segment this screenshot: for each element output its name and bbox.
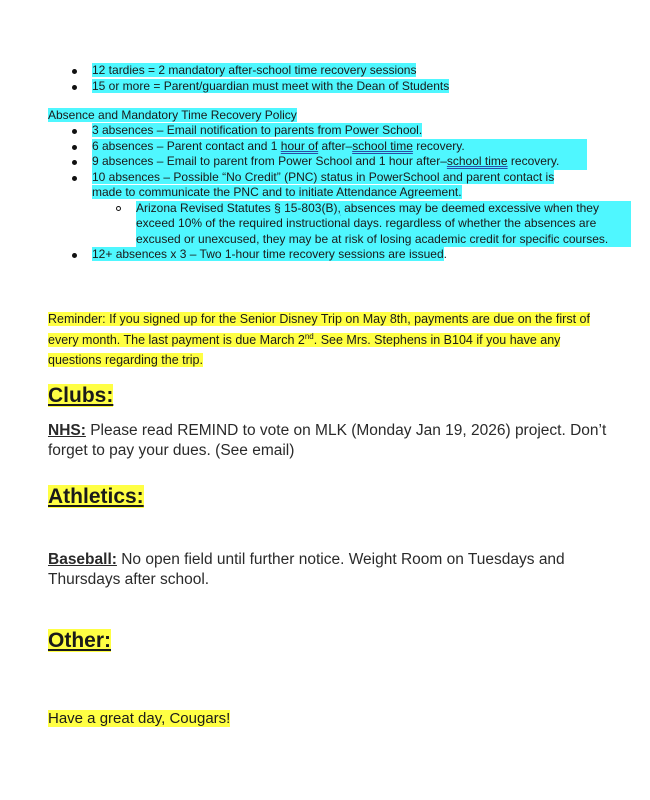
baseball-label: Baseball:: [48, 551, 117, 568]
absence-list: [48, 123, 631, 263]
bullet-icon: [72, 85, 77, 90]
list-item: 15 or more = Parent/guardian must meet with the Dean of Students: [48, 79, 587, 95]
sub-list-item: Arizona Revised Statutes § 15-803(B), absences may be deemed excessive when they exceed 10% of the required instructional days. regardless of whether the absences are excused or unexcused, they may be at risk of losing academic credit for specific courses.: [48, 201, 631, 248]
other-heading: Other:: [48, 629, 111, 652]
list-item: 12+ absences x 3 – Two 1-hour time recovery sessions are issued.: [48, 247, 631, 263]
closing-line: Have a great day, Cougars!: [48, 710, 231, 727]
disney-trip-reminder: Reminder: If you signed up for the Senior Disney Trip on May 8th, payments are due on the first of every month. The last payment is due March 2nd. See Mrs. Stephens in B104 if you have any questions regarding the trip.: [48, 312, 590, 367]
list-item: 9 absences – Email to parent from Power School and 1 hour after–school time recovery.: [48, 154, 631, 170]
nhs-label: NHS:: [48, 422, 86, 439]
tardy-list: [48, 63, 587, 94]
list-item: 12 tardies = 2 mandatory after-school time recovery sessions: [48, 63, 587, 79]
baseball-announcement: Baseball: No open field until further notice. Weight Room on Tuesdays and Thursdays after school.: [48, 551, 565, 588]
bullet-icon: [72, 145, 77, 150]
bullet-icon: [72, 160, 77, 165]
clubs-heading: Clubs:: [48, 384, 114, 407]
list-item: 10 absences – Possible “No Credit” (PNC) status in PowerSchool and parent contact is made to communicate the PNC and to initiate Attendance Agreement.: [48, 170, 631, 201]
nhs-announcement: NHS: Please read REMIND to vote on MLK (Monday Jan 19, 2026) project. Don’t forget to pay your dues. (See email): [48, 422, 607, 459]
bullet-icon: [72, 176, 77, 181]
athletics-heading: Athletics:: [48, 485, 144, 508]
list-item: 3 absences – Email notification to parents from Power School.: [48, 123, 631, 139]
bullet-icon: [72, 253, 77, 258]
list-item: 6 absences – Parent contact and 1 hour of after–school time recovery.: [48, 139, 631, 155]
bullet-icon: [72, 69, 77, 74]
bullet-icon: [72, 129, 77, 134]
policy-title: Absence and Mandatory Time Recovery Policy: [48, 108, 297, 122]
hollow-bullet-icon: [116, 206, 121, 211]
